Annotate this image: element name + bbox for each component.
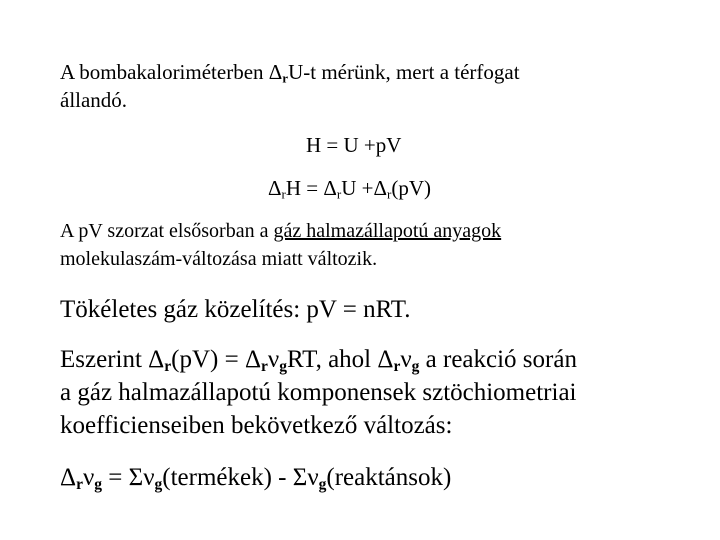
intro-line-2: állandó. bbox=[60, 88, 128, 112]
eszerint-line-2: a gáz halmazállapotú komponensek sztöchiometriai bbox=[60, 379, 577, 406]
delta-symbol: Δ bbox=[268, 60, 283, 84]
pv-paragraph-line-2: molekulaszám-változása miatt változik. bbox=[60, 248, 378, 270]
final-equation: $\Delta_r\nu_g$ = $\Sigma\nu_g(termékek)$ - $\Sigma\nu_g(reaktánsok)$ bbox=[60, 464, 452, 493]
delta-enthalpy-equation: $\Delta_rH = \Delta_rU +\Delta_r(pV)$ bbox=[268, 176, 432, 202]
enthalpy-equation: H = U +pV bbox=[306, 133, 402, 157]
eszerint-line-1: Eszerint $\Delta_r(pV) = \Delta_r\nu_gRT$, ahol $\Delta_r\nu_g$ a reakció során bbox=[60, 346, 577, 375]
intro-line-1: A bombakaloriméterben $\Delta_rU-t$ mérünk, mert a térfogat bbox=[60, 60, 520, 86]
underlined-phrase: gáz halmazállapotú anyagok bbox=[273, 220, 502, 242]
ideal-gas-line: Tökéletes gáz közelítés: pV = nRT. bbox=[60, 296, 411, 323]
eszerint-line-3: koefficienseiben bekövetkező változás: bbox=[60, 412, 453, 439]
pv-paragraph-line-1: A pV szorzat elsősorban a gáz halmazállapotú anyagok bbox=[60, 220, 502, 242]
